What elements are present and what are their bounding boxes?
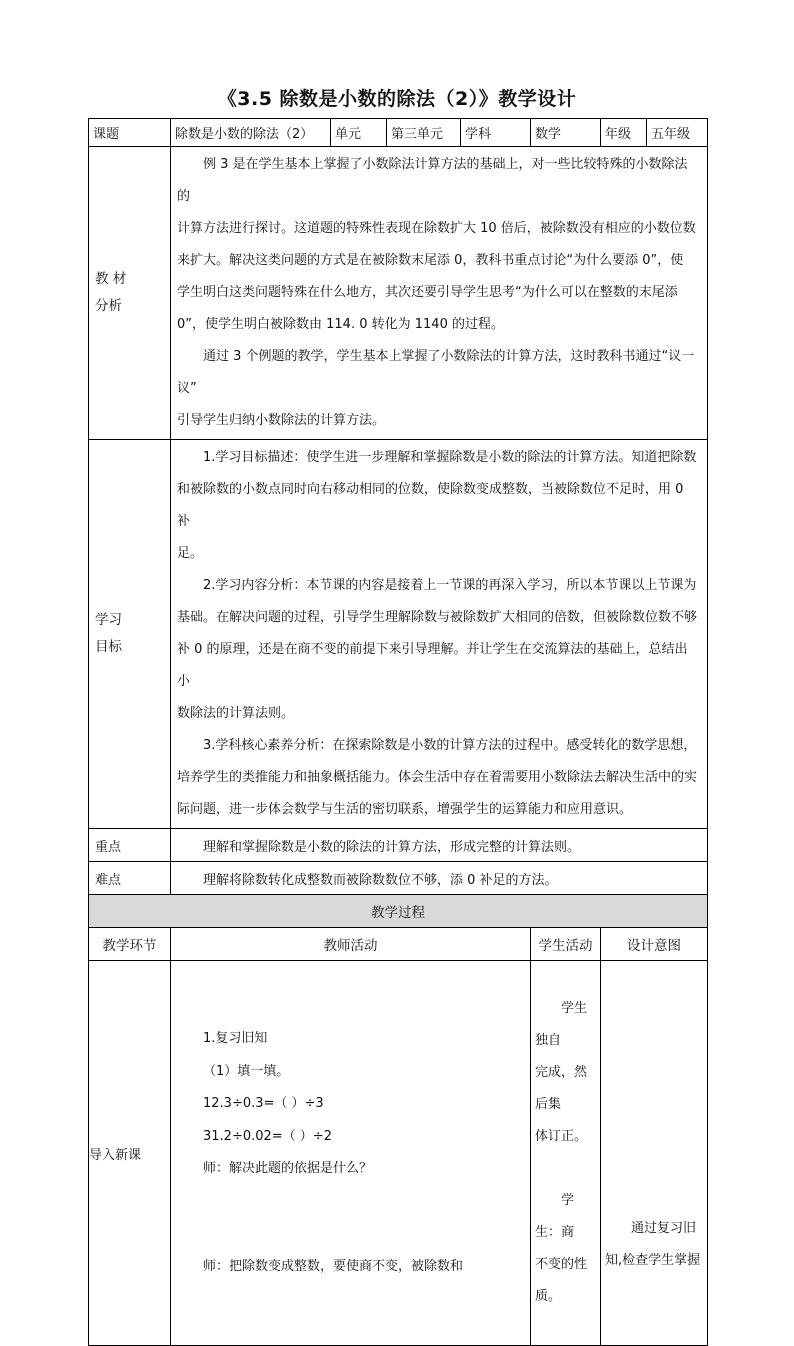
student-line: 学生：商 bbox=[535, 1193, 575, 1240]
goals-label bbox=[89, 440, 171, 829]
material-row bbox=[89, 147, 708, 440]
material-label bbox=[89, 147, 171, 440]
material-paragraph-1 bbox=[171, 149, 707, 341]
process-section-title: 教学过程 bbox=[89, 895, 708, 928]
subject-label: 学科 bbox=[461, 119, 531, 147]
col-design-header: 设计意图 bbox=[601, 928, 708, 961]
difficulty-text: 理解将除数转化成整数而被除数数位不够，添 0 补足的方法。 bbox=[171, 862, 708, 895]
design-line bbox=[601, 1189, 707, 1213]
goal-2 bbox=[171, 570, 707, 730]
goal-1 bbox=[171, 442, 707, 570]
text-line: 数除法的计算法则。 bbox=[177, 706, 295, 721]
lesson-plan-table bbox=[88, 118, 708, 1346]
student-line bbox=[531, 1313, 600, 1345]
stage-name: 导入新课 bbox=[89, 961, 171, 1346]
col-student-header: 学生活动 bbox=[531, 928, 601, 961]
difficulty-label: 难点 bbox=[89, 862, 171, 895]
teacher-activity bbox=[171, 961, 531, 1346]
teacher-line bbox=[171, 1218, 530, 1251]
text-line: 来扩大。解决这类问题的方式是在被除数末尾添 0，教科书重点讨论“为什么要添 0”，使 bbox=[177, 253, 684, 268]
col-stage-header: 教学环节 bbox=[89, 928, 171, 961]
topic-value: 除数是小数的除法（2） bbox=[171, 119, 331, 147]
goals-label-line2: 目标 bbox=[95, 639, 122, 655]
text-line: 和被除数的小数点同时向右移动相同的位数，使除数变成整数，当被除数位不足时，用 0 补 bbox=[177, 482, 684, 529]
design-line: 通过复习旧 bbox=[605, 1221, 697, 1236]
material-content bbox=[171, 147, 708, 440]
grade-value: 五年级 bbox=[647, 119, 708, 147]
text-line: 足。 bbox=[177, 546, 204, 561]
student-line: 体订正。 bbox=[535, 1129, 588, 1144]
process-row-intro bbox=[89, 961, 708, 1346]
text-line: 引导学生归纳小数除法的计算方法。 bbox=[177, 413, 386, 428]
teacher-line: 师：把除数变成整数，要使商不变，被除数和 bbox=[203, 1258, 464, 1274]
text-line: 0”，使学生明白被除数由 114. 0 转化为 1140 的过程。 bbox=[177, 317, 504, 332]
text-line: 基础。在解决问题的过程，引导学生理解除数与被除数扩大相同的倍数，但被除数位数不够 bbox=[177, 610, 698, 625]
teacher-line: （1）填一填。 bbox=[203, 1063, 290, 1079]
unit-value: 第三单元 bbox=[387, 119, 461, 147]
goal-3 bbox=[171, 730, 707, 826]
process-column-header-row bbox=[89, 928, 708, 961]
text-line: 例 3 是在学生基本上掌握了小数除法计算方法的基础上，对一些比较特殊的小数除法的 bbox=[177, 157, 688, 204]
text-line: 培养学生的类推能力和抽象概括能力。体会生活中存在着需要用小数除法去解决生活中的实 bbox=[177, 770, 698, 785]
col-teacher-header: 教师活动 bbox=[171, 928, 531, 961]
keypoint-text: 理解和掌握除数是小数的除法的计算方法，形成完整的计算法则。 bbox=[171, 829, 708, 862]
design-line bbox=[601, 1029, 707, 1061]
student-line: 完成，然后集 bbox=[535, 1065, 588, 1112]
keypoint-label: 重点 bbox=[89, 829, 171, 862]
material-label-line2: 分析 bbox=[95, 298, 122, 314]
process-section-row bbox=[89, 895, 708, 928]
text-line: 学生明白这类问题特殊在什么地方，其次还要引导学生思考“为什么可以在整数的末尾添 bbox=[177, 285, 678, 300]
design-line bbox=[601, 1093, 707, 1125]
student-line bbox=[531, 961, 600, 993]
goals-content bbox=[171, 440, 708, 829]
design-line: 知,检查学生掌握 bbox=[605, 1253, 701, 1268]
design-intent bbox=[601, 961, 708, 1346]
text-line: 3.学科核心素养分析：在探索除数是小数的计算方法的过程中。感受转化的数学思想， bbox=[203, 738, 697, 753]
teacher-line: 师：解决此题的依据是什么？ bbox=[203, 1161, 373, 1176]
material-label-line1: 教 材 bbox=[95, 271, 127, 287]
text-line: 1.学习目标描述：使学生进一步理解和掌握除数是小数的除法的计算方法。知道把除数 bbox=[203, 450, 697, 465]
subject-value: 数学 bbox=[531, 119, 601, 147]
student-line bbox=[531, 1153, 600, 1185]
unit-label: 单元 bbox=[331, 119, 387, 147]
text-line: 计算方法进行探讨。这道题的特殊性表现在除数扩大 10 倍后，被除数没有相应的小数位数 bbox=[177, 221, 696, 236]
difficulty-row bbox=[89, 862, 708, 895]
text-line: 通过 3 个例题的教学，学生基本上掌握了小数除法的计算方法，这时教科书通过“议一议” bbox=[177, 349, 695, 396]
student-line: 不变的性质。 bbox=[535, 1257, 588, 1304]
text-line: 补 0 的原理，还是在商不变的前提下来引导理解。并让学生在交流算法的基础上，总结出小 bbox=[177, 642, 688, 689]
text-line: 际问题，进一步体会数学与生活的密切联系，增强学生的运算能力和应用意识。 bbox=[177, 802, 633, 817]
teacher-line bbox=[171, 1186, 530, 1219]
grade-label: 年级 bbox=[601, 119, 647, 147]
design-line bbox=[601, 1061, 707, 1093]
student-line: 学生独自 bbox=[535, 1001, 588, 1048]
student-activity bbox=[531, 961, 601, 1346]
goals-label-line1: 学习 bbox=[95, 612, 122, 628]
teacher-line: 12.3÷0.3=（ ）÷3 bbox=[203, 1096, 324, 1111]
keypoint-row bbox=[89, 829, 708, 862]
material-paragraph-2 bbox=[171, 341, 707, 437]
design-line bbox=[601, 1125, 707, 1157]
goals-row bbox=[89, 440, 708, 829]
topic-label: 课题 bbox=[89, 119, 171, 147]
design-line bbox=[601, 1157, 707, 1189]
teacher-line: 1.复习旧知 bbox=[203, 1031, 268, 1046]
document-title: 《3.5 除数是小数的除法（2）》教学设计 bbox=[217, 88, 577, 110]
text-line: 2.学习内容分析：本节课的内容是接着上一节课的再深入学习，所以本节课以上节课为 bbox=[203, 578, 697, 593]
teacher-line: 31.2÷0.02=（ ）÷2 bbox=[203, 1128, 332, 1144]
header-row bbox=[89, 119, 708, 147]
